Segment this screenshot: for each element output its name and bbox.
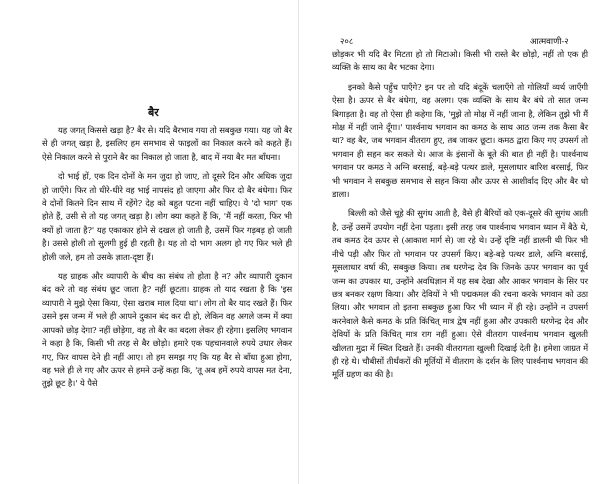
page-number: २०८ (340, 37, 354, 47)
right-paragraph-3: बिल्ली को जैसे चूहे की सुगंध आती है, वैसे ही बैरियों को एक-दूसरे की सुगंध आती है, उन्हें उसमें उपयोग नहीं देना पड़ता। इसी तरह जब पार्श्वनाथ भगवान ध्यान में बैठे थे, तब कमठ देव ऊपर से (आकाश मार्ग से) जा रहे थे। उन्हें दृष्टि नहीं डालनी थी फिर भी नीचे पड़ी और फिर तो भगवान पर उपसर्ग किए। बड़े-बड़े पत्थर डाले, अग्नि बरसाई, मूसलाधार वर्षा की, सबकुछ किया। तब धरणेन्द्र देव कि जिनके ऊपर भगवान का पूर्व जन्म का उपकार था, उन्होंने अवधिज्ञान में यह सब देखा और आकर भगवान के सिर पर छत्र बनकर रक्षण किया। और देवियों ने भी पद्मकमल की रचना करके भगवान को उठा लिया। और भगवान तो इतना सबकुछ हुआ फिर भी ध्यान में ही रहे। उन्होंने न उपसर्ग करनेवाले कैसे कमठ के प्रति किंचित् मात्र द्वेष नहीं हुआ और उपकारी धरणेन्द्र देव और देवियों के प्रति किंचित् मात्र राग नहीं हुआ। ऐसे वीतराग पार्श्वनाथ भगवान खुलती खीलता मुद्रा में स्थित दिखते हैं। उनकी वीतरागता खुल्ली दिखाई देती है। हमेशा जाग्रत में ही रहे थे। चौबीसों तीर्थंकरों की मूर्तियों में वीतराग के दर्शन के लिए पार्श्वनाथ भगवान की मूर्ति ग्रहण का की है। (332, 208, 588, 380)
running-title: आत्मवाणी-२ (530, 37, 569, 47)
right-paragraph-1: छोड़कर भी यदि बैर मिटता हो तो मिटाओ। किसी भी रास्ते बैर छोड़ो, नहीं तो एक ही व्यक्ति के साथ का बैर भटका देगा। (332, 49, 588, 73)
left-paragraph-3: यह ग्राहक और व्यापारी के बीच का संबंध तो होता है न? और व्यापारी दुकान बंद करे तो वह संबंध छूट जाता है? नहीं छूटता। ग्राहक तो याद रखता है कि 'इस व्यापारी ने मुझे ऐसा किया, ऐसा खराब माल दिया था'। लोग तो बैर याद रखते हैं। फिर उसने इस जन्म में भले ही आपने दुकान बंद कर दी हो, लेकिन वह अगले जन्म में क्या आपको छोड़ देगा? नहीं छोड़ेगा, वह तो बैर का बदला लेकर ही रहेगा। इसलिए भगवान ने कहा है कि, किसी भी तरह से बैर छोड़ो। हमारे एक पहचानवाले रुपये उधार लेकर गए, फिर वापस देने ही नहीं आए। तो हम समझ गए कि यह बैर से बाँधा हुआ होगा, वह भले ही ले गए और ऊपर से हमने उन्हें कहा कि, 'तू अब हमें रुपये वापस मत देना, तुझे छूट है।' ये पैसे (42, 271, 292, 389)
page-gutter (298, 0, 299, 484)
left-paragraph-2: दो भाई हों, एक दिन दोनों के मन जुदा हो जाए, तो दूसरे दिन और अधिक जुदा हो जाएँगे। फिर तो धीरे-धीरे वह भाई नापसंद हो जाएगा और फिर दो बैर बंधेगा। फिर वे दोनों कितने दिन साथ में रहेंगे? देह को बहुत पटना नहीं चाहिए। ये 'दो भाग' एक होते हैं, उसी से तो यह जगत् खड़ा है। लोग क्या कहते हैं कि, 'मैं नहीं करता, फिर भी क्यों हो जाता है?' यह एकाकार होने से दखल हो जाती है, उसमें फिर गड़बड़ हो जाती है। उससे होली तो सुलगी हुई ही रहती है। यह तो दो भाग अलग हो गए फिर भले ही होली जले, हम तो उसके ज्ञाता-दृष्टा हैं। (42, 171, 292, 262)
left-page (0, 0, 299, 484)
right-page (300, 0, 599, 484)
chapter-title: बैर (148, 106, 159, 119)
left-body-text (42, 124, 292, 391)
right-body-text (332, 48, 588, 382)
right-paragraph-2: इनको कैसे पहुँच पाएँगे? इन पर तो यदि बंदूकें चलाएँगे तो गोलियाँ व्यर्थ जाएँगी ऐसा है। ऊपर से बैर बंधेगा, वह अलग। एक व्यक्ति के साथ बैर बंधे तो सात जन्म बिगाड़ता है। वह तो ऐसा ही कहेगा कि, 'मुझे तो मोक्ष में नहीं जाना है, लेकिन तुझे भी मैं मोक्ष में नहीं जाने दूँगा।' पार्श्वनाथ भगवान का कमठ के साथ आठ जन्म तक कैसा बैर था? वह बैर, जब भगवान वीतराग हुए, तब जाकर छूटा। कमठ द्वारा किए गए उपसर्ग तो भगवान ही सहन कर सकते थे। आज के इंसानों के बूते की बात ही नहीं है। पार्श्वनाथ भगवान पर कमठ ने अग्नि बरसाई, बड़े-बड़े पत्थर डाले, मूसलाधार बारिश बरसाई, फिर भी भगवान ने सबकुछ समभाव से सहन किया और ऊपर से आशीर्वाद दिए और बैर धो डाला। (332, 81, 588, 200)
left-paragraph-1: यह जगत् किससे खड़ा है? बैर से। यदि बैरभाव गया तो सबकुछ गया। यह जो बैर से ही जगत् खड़ा है, इसलिए हम समभाव से फाइलों का निकाल करने को कहते हैं। ऐसे निकाल करने से पुराने बैर का निकाल हो जाता है, बाद में नया बैर मत बाँधना। (42, 125, 292, 162)
